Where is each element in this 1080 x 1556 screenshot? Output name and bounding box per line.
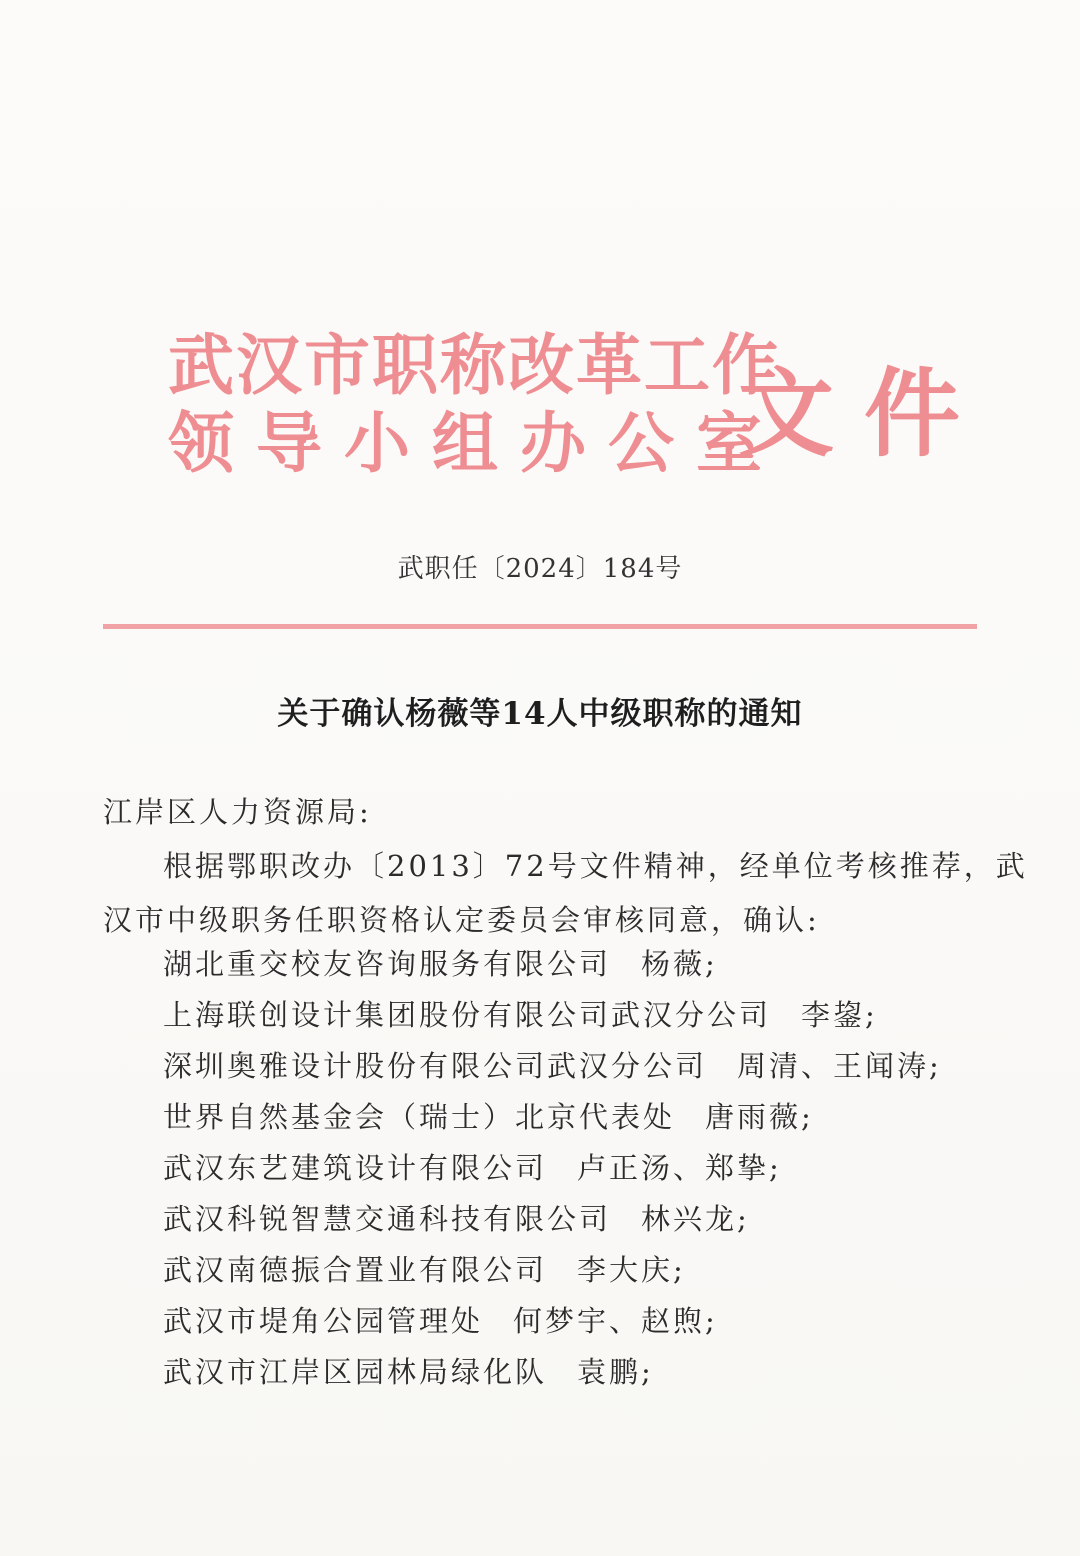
- unit-name: 深圳奥雅设计股份有限公司武汉分公司: [163, 1049, 708, 1083]
- person-names: 林兴龙;: [641, 1202, 750, 1236]
- person-names: 卢正汤、郑挚;: [577, 1151, 782, 1185]
- paragraph-line-2: 汉市中级职务任职资格认定委员会审核同意，确认:: [103, 903, 820, 937]
- red-divider-line: [103, 624, 977, 629]
- person-names: 何梦宇、赵煦;: [513, 1304, 718, 1338]
- list-item: [163, 1146, 782, 1187]
- header-line-2: 领导小组办公室: [168, 405, 784, 482]
- list-item: [163, 1095, 814, 1136]
- unit-name: 武汉市堤角公园管理处: [163, 1304, 484, 1338]
- list-item: [163, 1044, 942, 1085]
- person-names: 杨薇;: [641, 947, 718, 981]
- unit-name: 武汉市江岸区园林局绿化队: [163, 1355, 548, 1389]
- notice-title: 关于确认杨薇等14人中级职称的通知: [277, 696, 803, 732]
- unit-name: 上海联创设计集团股份有限公司武汉分公司: [163, 998, 772, 1032]
- person-names: 李鋆;: [801, 998, 878, 1032]
- person-names: 袁鹏;: [577, 1355, 654, 1389]
- person-names: 周清、王闻涛;: [737, 1049, 942, 1083]
- header-line-1: 武汉市职称改革工作: [168, 327, 780, 404]
- list-item: [163, 1248, 686, 1289]
- list-item: [163, 942, 718, 983]
- paragraph-line-1: 根据鄂职改办〔2013〕72号文件精神，经单位考核推荐，武: [163, 849, 1028, 883]
- unit-name: 武汉东艺建筑设计有限公司: [163, 1151, 548, 1185]
- list-item: [163, 1299, 718, 1340]
- salutation: 江岸区人力资源局:: [103, 795, 372, 829]
- header-document-label: 文件: [738, 358, 990, 470]
- list-item: [163, 1350, 654, 1391]
- document-number: 武职任〔2024〕184号: [397, 554, 683, 584]
- issuing-authority-header: [168, 327, 990, 490]
- unit-name: 武汉科锐智慧交通科技有限公司: [163, 1202, 612, 1236]
- person-names: 李大庆;: [577, 1253, 686, 1287]
- list-item: [163, 1197, 750, 1238]
- person-names: 唐雨薇;: [705, 1100, 814, 1134]
- unit-name: 湖北重交校友咨询服务有限公司: [163, 947, 612, 981]
- list-item: [163, 993, 878, 1034]
- unit-name: 世界自然基金会（瑞士）北京代表处: [163, 1100, 676, 1134]
- unit-name: 武汉南德振合置业有限公司: [163, 1253, 548, 1287]
